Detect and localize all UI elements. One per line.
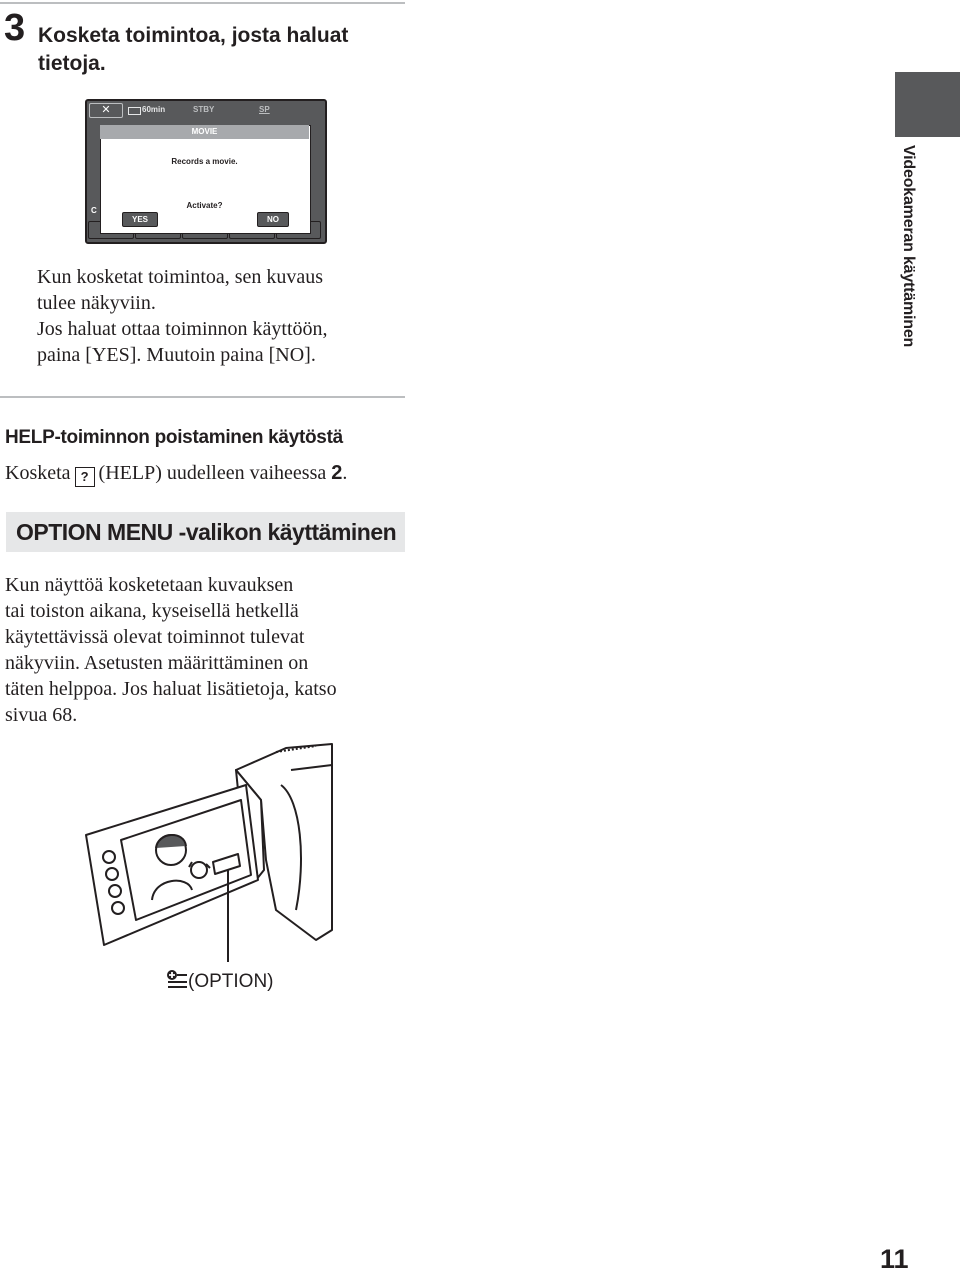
status-label: STBY bbox=[193, 105, 215, 114]
camcorder-illustration bbox=[76, 740, 336, 965]
help-text-before: Kosketa bbox=[5, 462, 71, 484]
step-text-line: paina [YES]. Muutoin paina [NO]. bbox=[37, 344, 316, 366]
dialog-description: Records a movie. bbox=[171, 157, 238, 166]
option-menu-heading: OPTION MENU -valikon käyttäminen bbox=[16, 519, 397, 545]
step-number: 3 bbox=[4, 7, 26, 49]
option-text-line: käytettävissä olevat toiminnot tulevat bbox=[5, 626, 305, 648]
background-menu-letter: C bbox=[91, 206, 97, 215]
help-icon: ? bbox=[75, 467, 95, 487]
help-text-after: (HELP) uudelleen vaiheessa bbox=[98, 462, 327, 484]
step-reference: 2 bbox=[331, 462, 343, 484]
side-tab-marker bbox=[895, 72, 960, 137]
dialog-question: Activate? bbox=[186, 201, 223, 210]
option-text-line: täten helppoa. Jos haluat lisätietoja, katso bbox=[5, 678, 337, 700]
option-text-line: Kun näyttöä kosketetaan kuvauksen bbox=[5, 574, 294, 596]
step-text-line: Jos haluat ottaa toiminnon käyttöön, bbox=[37, 318, 328, 340]
page-number: 11 bbox=[880, 1244, 909, 1274]
dialog-title: MOVIE bbox=[100, 125, 309, 139]
help-heading: HELP-toiminnon poistaminen käytöstä bbox=[5, 427, 343, 448]
yes-button: YES bbox=[122, 212, 158, 227]
option-caption-text: (OPTION) bbox=[188, 971, 274, 992]
no-button: NO bbox=[257, 212, 289, 227]
close-icon: ✕ bbox=[89, 103, 123, 118]
step-title: Kosketa toimintoa, josta haluat tietoja. bbox=[38, 24, 349, 75]
help-text bbox=[5, 460, 347, 487]
step-text bbox=[37, 264, 328, 368]
option-text-line: sivua 68. bbox=[5, 704, 78, 726]
option-menu-text bbox=[5, 572, 337, 728]
option-icon bbox=[166, 969, 188, 989]
section-rule bbox=[0, 396, 405, 398]
battery-remaining: 60min bbox=[142, 105, 166, 114]
quality-label: SP bbox=[259, 105, 270, 114]
top-rule bbox=[0, 2, 405, 4]
battery-icon bbox=[128, 107, 141, 115]
help-period: . bbox=[342, 462, 348, 484]
option-caption bbox=[166, 969, 274, 993]
option-text-line: tai toiston aikana, kyseisellä hetkellä bbox=[5, 600, 299, 622]
step-text-line: Kun kosketat toimintoa, sen kuvaus bbox=[37, 266, 324, 288]
option-text-line: näkyviin. Asetusten määrittäminen on bbox=[5, 652, 309, 674]
step-text-line: tulee näkyviin. bbox=[37, 292, 156, 314]
side-tab-label: Videokameran käyttäminen bbox=[900, 145, 917, 348]
